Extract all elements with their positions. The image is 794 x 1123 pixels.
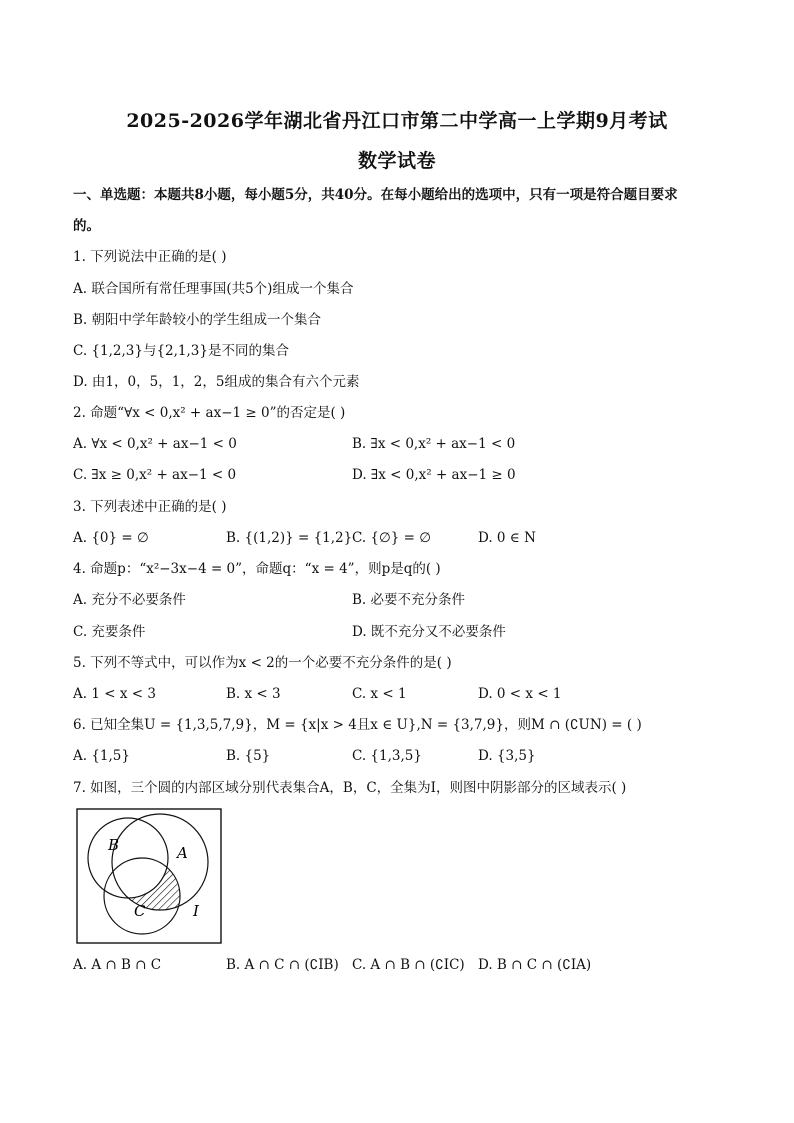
question-7-stem: 7. 如图，三个圆的内部区域分别代表集合A，B，C，全集为I，则图中阴影部分的区域表示( ) bbox=[73, 780, 627, 796]
question-3-option-b: B. {(1,2)} = {1,2} bbox=[226, 530, 353, 546]
question-3-option-a: A. {0} = ∅ bbox=[73, 530, 149, 546]
question-3-option-d: D. 0 ∈ N bbox=[478, 530, 536, 546]
question-1-option-d: D. 由1，0，5，1，2，5组成的集合有六个元素 bbox=[73, 374, 360, 390]
question-1-option-b: B. 朝阳中学年龄较小的学生组成一个集合 bbox=[73, 312, 322, 328]
question-7-option-b: B. A ∩ C ∩ (∁IB) bbox=[226, 957, 339, 973]
question-4-option-c: C. 充要条件 bbox=[73, 624, 146, 640]
question-6-options-row bbox=[73, 746, 733, 766]
question-6-option-a: A. {1,5} bbox=[73, 748, 130, 764]
question-6-stem: 6. 已知全集U = {1,3,5,7,9}，M = {x|x > 4且x ∈ U},N = {3,7,9}，则M ∩ (∁UN) = ( ) bbox=[73, 717, 642, 733]
question-6-option-b: B. {5} bbox=[226, 748, 271, 764]
question-1-option-c: C. {1,2,3}与{2,1,3}是不同的集合 bbox=[73, 343, 289, 359]
question-2-options-row2 bbox=[73, 465, 733, 485]
question-6-option-d: D. {3,5} bbox=[478, 748, 536, 764]
question-6-option-c: C. {1,3,5} bbox=[352, 748, 422, 764]
question-4-options-row1 bbox=[73, 590, 733, 610]
question-7-options-row bbox=[73, 955, 733, 975]
exam-title: 2025-2026学年湖北省丹江口市第二中学高一上学期9月考试 bbox=[126, 110, 668, 132]
question-5-option-d: D. 0 < x < 1 bbox=[478, 686, 562, 702]
exam-subtitle: 数学试卷 bbox=[357, 150, 436, 172]
question-4-options-row2 bbox=[73, 622, 733, 642]
label-a: A bbox=[177, 844, 188, 862]
question-7-option-d: D. B ∩ C ∩ (∁IA) bbox=[478, 957, 592, 973]
label-i: I bbox=[193, 902, 199, 920]
question-2-option-a: A. ∀x < 0,x² + ax−1 < 0 bbox=[73, 436, 237, 452]
question-3-option-c: C. {∅} = ∅ bbox=[352, 530, 432, 546]
question-4-option-b: B. 必要不充分条件 bbox=[352, 592, 466, 608]
question-4-stem: 4. 命题p：“x²−3x−4 = 0”，命题q：“x = 4”，则p是q的( ) bbox=[73, 561, 441, 577]
question-5-options-row bbox=[73, 684, 733, 704]
question-1-option-a: A. 联合国所有常任理事国(共5个)组成一个集合 bbox=[73, 281, 354, 297]
question-1-stem: 1. 下列说法中正确的是( ) bbox=[73, 249, 227, 265]
question-2-option-c: C. ∃x ≥ 0,x² + ax−1 < 0 bbox=[73, 467, 237, 483]
question-2-option-d: D. ∃x < 0,x² + ax−1 ≥ 0 bbox=[352, 467, 516, 483]
question-5-option-b: B. x < 3 bbox=[226, 686, 281, 702]
question-4-option-d: D. 既不充分又不必要条件 bbox=[352, 624, 506, 640]
section-instructions-line2: 的。 bbox=[73, 218, 100, 234]
question-2-options-row1 bbox=[73, 434, 733, 454]
section-instructions-line1: 一、单选题：本题共8小题，每小题5分，共40分。在每小题给出的选项中，只有一项是符合题目要求 bbox=[73, 187, 678, 203]
question-5-stem: 5. 下列不等式中，可以作为x < 2的一个必要不充分条件的是( ) bbox=[73, 655, 452, 671]
question-5-option-c: C. x < 1 bbox=[352, 686, 407, 702]
question-2-option-b: B. ∃x < 0,x² + ax−1 < 0 bbox=[352, 436, 516, 452]
question-4-option-a: A. 充分不必要条件 bbox=[73, 592, 186, 608]
question-3-stem: 3. 下列表述中正确的是( ) bbox=[73, 499, 227, 515]
question-3-options-row bbox=[73, 528, 733, 548]
question-7-option-c: C. A ∩ B ∩ (∁IC) bbox=[352, 957, 465, 973]
question-5-option-a: A. 1 < x < 3 bbox=[73, 686, 156, 702]
label-c: C bbox=[134, 902, 146, 920]
label-b: B bbox=[108, 836, 120, 854]
venn-diagram bbox=[76, 808, 222, 944]
question-7-option-a: A. A ∩ B ∩ C bbox=[73, 957, 162, 973]
question-2-stem: 2. 命题“∀x < 0,x² + ax−1 ≥ 0”的否定是( ) bbox=[73, 405, 346, 421]
